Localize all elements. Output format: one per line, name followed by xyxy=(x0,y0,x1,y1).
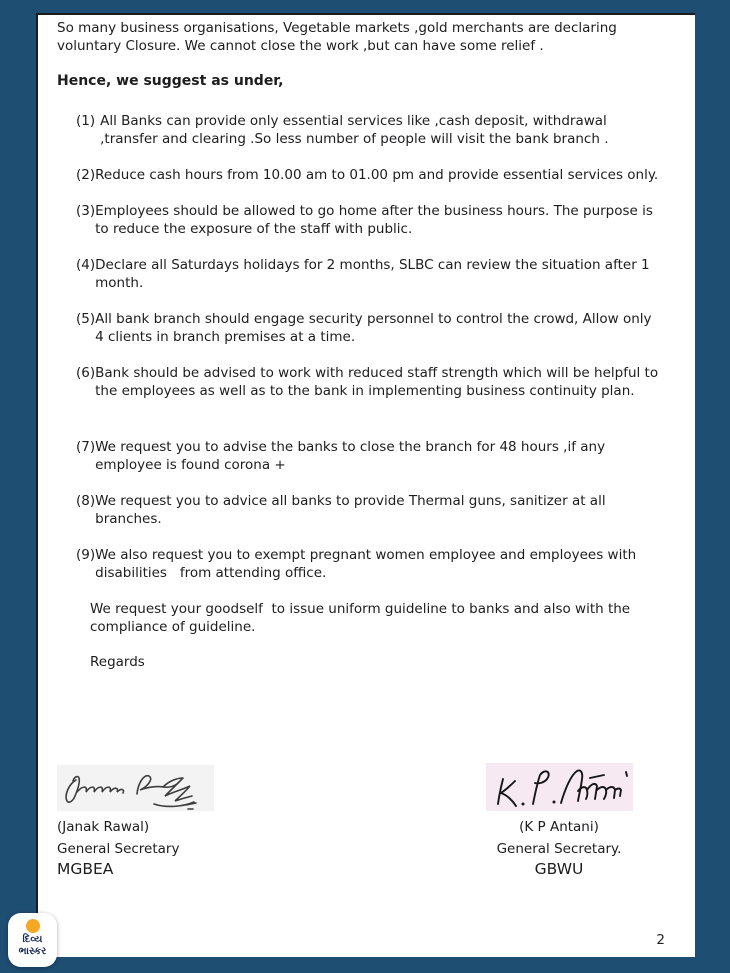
signatory-org: GBWU xyxy=(534,860,584,878)
list-item-text: Employees should be allowed to go home after the business hours. The purpose is to reduce the exposure of the staff with public. xyxy=(95,203,658,237)
list-item-marker: (4) xyxy=(76,257,96,273)
suggestions-heading: Hence, we suggest as under, xyxy=(57,73,284,89)
list-item xyxy=(76,546,659,582)
list-item xyxy=(76,310,659,346)
list-item xyxy=(76,438,659,474)
suggestion-list xyxy=(76,112,663,582)
signatory-name: (K P Antani) xyxy=(519,819,599,835)
intro-paragraph: So many business organisations, Vegetable markets ,gold merchants are declaring voluntary Closure. We cannot close the work ,but can have some relief . xyxy=(57,20,617,54)
list-item-text: We request you to advise the banks to close the branch for 48 hours ,if any employee is found corona + xyxy=(95,439,610,473)
list-item-marker: (7) xyxy=(76,439,96,455)
list-item-marker: (9) xyxy=(76,547,96,563)
list-item-marker: (5) xyxy=(76,311,96,327)
signatory-title: General Secretary xyxy=(57,841,180,857)
page-number: 2 xyxy=(656,932,665,948)
list-item-text: We request you to advice all banks to provide Thermal guns, sanitizer at all branches. xyxy=(95,493,610,527)
list-item-marker: (8) xyxy=(76,493,96,509)
list-item-marker: (3) xyxy=(76,203,96,219)
list-item-marker: (6) xyxy=(76,365,96,381)
logo-text-line1: દિવ્ય xyxy=(22,934,43,945)
closing-paragraph: We request your goodself to issue uniform guideline to banks and also with the compliance of guideline. xyxy=(90,601,635,635)
signatory-k-p-antani xyxy=(474,763,644,878)
list-item-text: Bank should be advised to work with reduced staff strength which will be helpful to the employees as well as to the bank in implementing business continuity plan. xyxy=(95,365,663,399)
signatory-name: (Janak Rawal) xyxy=(57,819,150,835)
list-item-marker: (1) xyxy=(76,113,96,129)
list-item xyxy=(76,492,659,528)
signature-image-janak-rawal xyxy=(57,765,214,811)
list-item xyxy=(76,166,659,184)
signature-strokes-k-p-antani xyxy=(486,763,633,811)
list-item xyxy=(76,256,659,292)
regards-line: Regards xyxy=(90,654,145,670)
sun-icon xyxy=(26,919,40,933)
logo-text-line2: ભાસ્કર xyxy=(18,945,47,957)
document-page xyxy=(36,13,695,957)
list-item-text: All bank branch should engage security personnel to control the crowd, Allow only 4 clients in branch premises at a time. xyxy=(95,311,656,345)
signatory-org: MGBEA xyxy=(57,860,114,878)
signature-block xyxy=(38,763,695,893)
list-item-text: We also request you to exempt pregnant women employee and employees with disabilities from attending office. xyxy=(95,547,641,581)
list-item-text: All Banks can provide only essential services like ,cash deposit, withdrawal ,transfer and clearing .So less number of people will visit the bank branch . xyxy=(100,113,612,147)
signature-strokes-janak-rawal xyxy=(57,765,214,811)
signature-image-k-p-antani xyxy=(486,763,633,811)
list-item xyxy=(76,364,663,400)
divya-bhaskar-logo xyxy=(8,913,57,967)
list-item xyxy=(76,202,659,238)
list-item-text: Reduce cash hours from 10.00 am to 01.00 pm and provide essential services only. xyxy=(95,167,659,183)
list-item-text: Declare all Saturdays holidays for 2 months, SLBC can review the situation after 1 month. xyxy=(95,257,654,291)
signatory-title: General Secretary. xyxy=(496,841,622,857)
signatory-janak-rawal xyxy=(57,765,297,878)
list-item-marker: (2) xyxy=(76,167,96,183)
list-item xyxy=(76,112,659,148)
